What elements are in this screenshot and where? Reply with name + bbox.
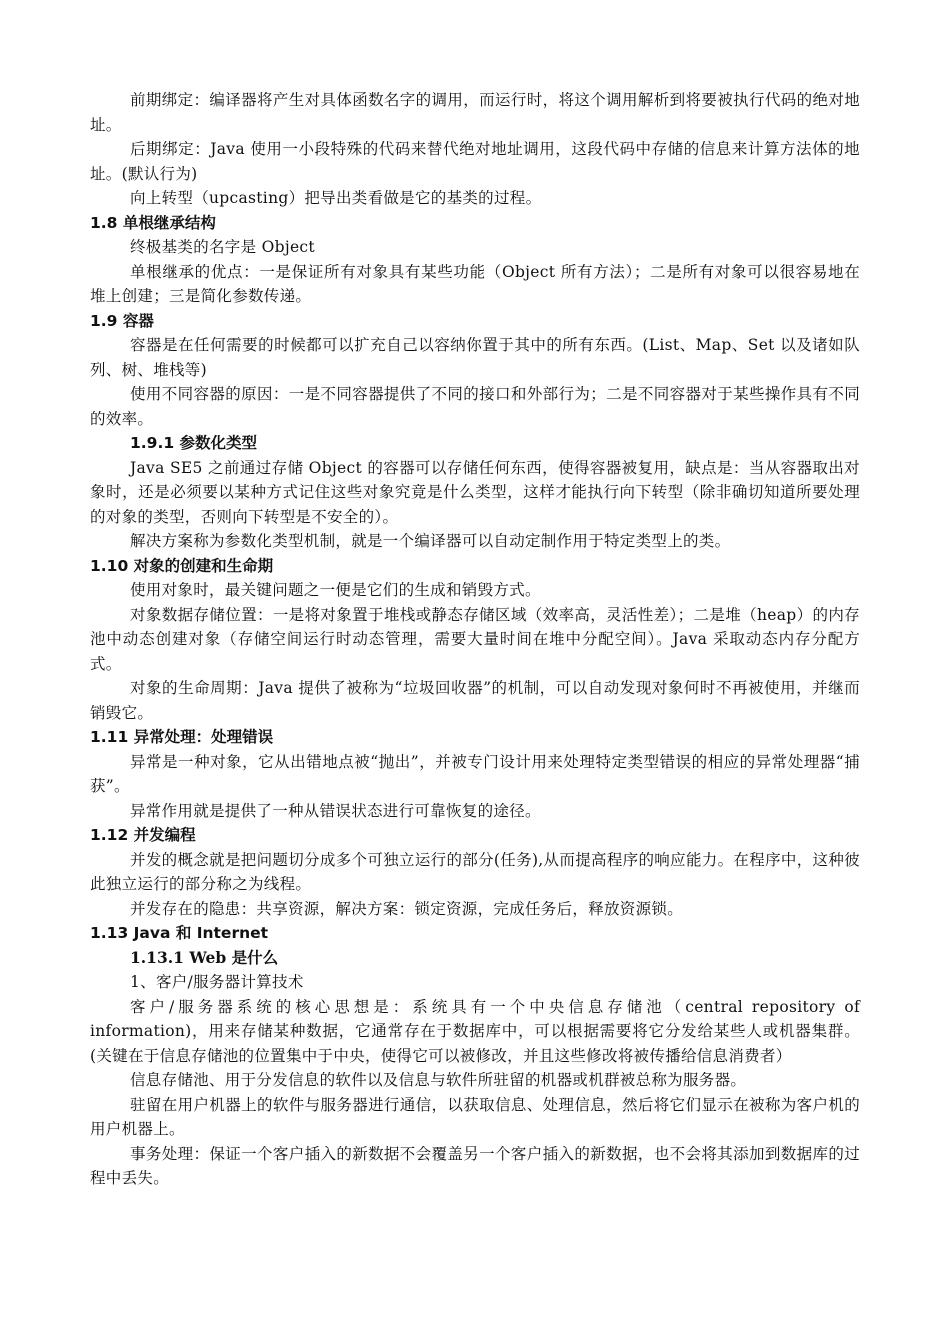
paragraph: 单根继承的优点：一是保证所有对象具有某些功能（Object 所有方法）；二是所有对象可以很容易地在堆上创建；三是简化参数传递。 xyxy=(90,262,860,305)
document-page xyxy=(90,88,860,1191)
paragraph: 解决方案称为参数化类型机制，就是一个编译器可以自动定制作用于特定类型上的类。 xyxy=(130,532,731,550)
paragraph: 前期绑定：编译器将产生对具体函数名字的调用，而运行时，将这个调用解析到将要被执行代码的绝对地址。 xyxy=(90,91,860,134)
paragraph: 使用对象时，最关键问题之一便是它们的生成和销毁方式。 xyxy=(130,581,541,599)
paragraph: 1、客户/服务器计算技术 xyxy=(130,973,304,991)
paragraph: 终极基类的名字是 Object xyxy=(130,238,315,256)
paragraph: 信息存储池、用于分发信息的软件以及信息与软件所驻留的机器或机群被总称为服务器。 xyxy=(130,1071,747,1089)
paragraph: 容器是在任何需要的时候都可以扩充自己以容纳你置于其中的所有东西。(List、Map、Set 以及诸如队列、树、堆栈等) xyxy=(90,336,860,379)
paragraph: 对象的生命周期：Java 提供了被称为“垃圾回收器”的机制，可以自动发现对象何时不再被使用，并继而销毁它。 xyxy=(90,679,860,722)
paragraph: 并发的概念就是把问题切分成多个可独立运行的部分(任务),从而提高程序的响应能力。在程序中，这种彼此独立运行的部分称之为线程。 xyxy=(90,850,860,893)
paragraph: 客户/服务器系统的核心思想是：系统具有一个中央信息存储池（central repository of information)，用来存储某种数据，它通常存在于数据库中，可以根据需要将它分发给某些人或机器集群。(关键在于信息存储池的位置集中于中央，使得它可以被修改，并且这些修改将被传播给信息消费者） xyxy=(90,997,860,1065)
section-heading: 1.9 容器 xyxy=(90,311,154,330)
subsection-heading: 1.9.1 参数化类型 xyxy=(130,434,258,452)
section-heading: 1.11 异常处理：处理错误 xyxy=(90,728,274,746)
paragraph: 驻留在用户机器上的软件与服务器进行通信，以获取信息、处理信息，然后将它们显示在被称为客户机的用户机器上。 xyxy=(90,1095,860,1138)
paragraph: 向上转型（upcasting）把导出类看做是它的基类的过程。 xyxy=(130,189,542,207)
section-heading: 1.10 对象的创建和生命期 xyxy=(90,556,274,575)
paragraph: 后期绑定：Java 使用一小段特殊的代码来替代绝对地址调用，这段代码中存储的信息来计算方法体的地址。(默认行为) xyxy=(90,140,860,183)
paragraph: 并发存在的隐患：共享资源，解决方案：锁定资源，完成任务后，释放资源锁。 xyxy=(130,899,684,918)
paragraph: 对象数据存储位置：一是将对象置于堆栈或静态存储区域（效率高，灵活性差）；二是堆（heap）的内存池中动态创建对象（存储空间运行时动态管理，需要大量时间在堆中分配空间）。Java 采取动态内存分配方式。 xyxy=(90,605,860,673)
paragraph: Java SE5 之前通过存储 Object 的容器可以存储任何东西，使得容器被复用，缺点是：当从容器取出对象时，还是必须要以某种方式记住这些对象究竟是什么类型，这样才能执行向下转型（除非确切知道所要处理的对象的类型，否则向下转型是不安全的）。 xyxy=(90,458,860,526)
section-heading: 1.13 Java 和 Internet xyxy=(90,924,269,942)
section-heading: 1.12 并发编程 xyxy=(90,826,196,844)
paragraph: 异常作用就是提供了一种从错误状态进行可靠恢复的途径。 xyxy=(130,801,541,820)
paragraph: 使用不同容器的原因：一是不同容器提供了不同的接口和外部行为；二是不同容器对于某些操作具有不同的效率。 xyxy=(90,385,860,428)
paragraph: 异常是一种对象，它从出错地点被“抛出”，并被专门设计用来处理特定类型错误的相应的异常处理器“捕获”。 xyxy=(90,752,860,795)
subsection-heading: 1.13.1 Web 是什么 xyxy=(130,947,279,967)
section-heading: 1.8 单根继承结构 xyxy=(90,213,216,232)
paragraph: 事务处理：保证一个客户插入的新数据不会覆盖另一个客户插入的新数据，也不会将其添加到数据库的过程中丢失。 xyxy=(90,1144,860,1187)
